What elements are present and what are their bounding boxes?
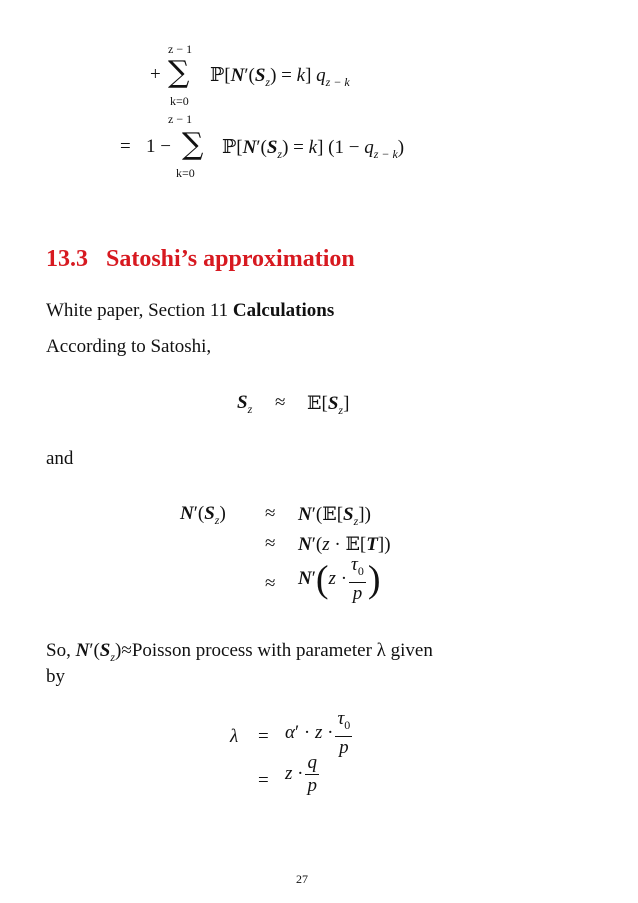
eq-sz-rhs: $𝔼[S_z]$ bbox=[307, 393, 350, 417]
paragraph-whitepaper-ref: White paper, Section 11 Calculations bbox=[46, 300, 335, 321]
eq-lambda-rhs2: z · $\frac{q}{p}$ bbox=[285, 752, 317, 796]
sum2-upper-limit: z − 1 bbox=[168, 112, 193, 126]
paragraph-and: and bbox=[46, 448, 74, 469]
sum2-body: $ℙ[N'(S_z) = k] (1 - q_{z - k})$ bbox=[222, 137, 405, 161]
eq-sz-rel: ≈ bbox=[275, 392, 286, 413]
eq-n-rel3: ≈ bbox=[265, 573, 276, 594]
sum1-sigma: ∑ bbox=[168, 55, 190, 90]
paragraph-poisson: So, $N'(S_z)\approx Poisson$ process with parameter λ given bbox=[46, 640, 433, 664]
eq-n-rhs1: $N'(𝔼[S_z])$ bbox=[298, 504, 371, 528]
eq-n-lhs: $N'(S_z)$ bbox=[180, 503, 226, 527]
paragraph-poisson-wrap: by bbox=[46, 666, 65, 687]
eq-lambda-rel1: = bbox=[258, 726, 269, 747]
eq-n-rhs3: N′(z · $\frac{\tau_0}{p}$ ) bbox=[298, 554, 381, 604]
page-number: 27 bbox=[296, 872, 308, 886]
eq-n-rel2: ≈ bbox=[265, 533, 276, 554]
eq-lambda-lhs: λ bbox=[230, 726, 239, 747]
eq-n-rhs2: N′(z · 𝔼[T]) bbox=[298, 534, 391, 555]
eq-lambda-rel2: = bbox=[258, 770, 269, 791]
eq2-relation: = bbox=[120, 136, 131, 157]
eq-n-rel1: ≈ bbox=[265, 503, 276, 524]
sum1-upper-limit: z − 1 bbox=[168, 42, 193, 56]
sum1-body: $ℙ[N'(S_z) = k]$ $q_{z - k}$ bbox=[210, 65, 350, 89]
section-number: 13.3 bbox=[46, 246, 88, 272]
section-heading bbox=[46, 246, 355, 273]
sum1-prefix: + bbox=[150, 64, 161, 85]
eq-sz-lhs: $S_z$ bbox=[237, 392, 253, 416]
sum1-lower-limit: k=0 bbox=[170, 94, 189, 108]
sum2-prefix: 1 − bbox=[146, 136, 171, 157]
eq-lambda-rhs1: α′ · z · $\frac{\tau_0}{p}$ bbox=[285, 708, 351, 758]
sum2-sigma: ∑ bbox=[182, 127, 204, 162]
sum2-lower-limit: k=0 bbox=[176, 166, 195, 180]
section-title: Satoshi’s approximation bbox=[106, 246, 355, 272]
paragraph-according: According to Satoshi, bbox=[46, 336, 212, 357]
